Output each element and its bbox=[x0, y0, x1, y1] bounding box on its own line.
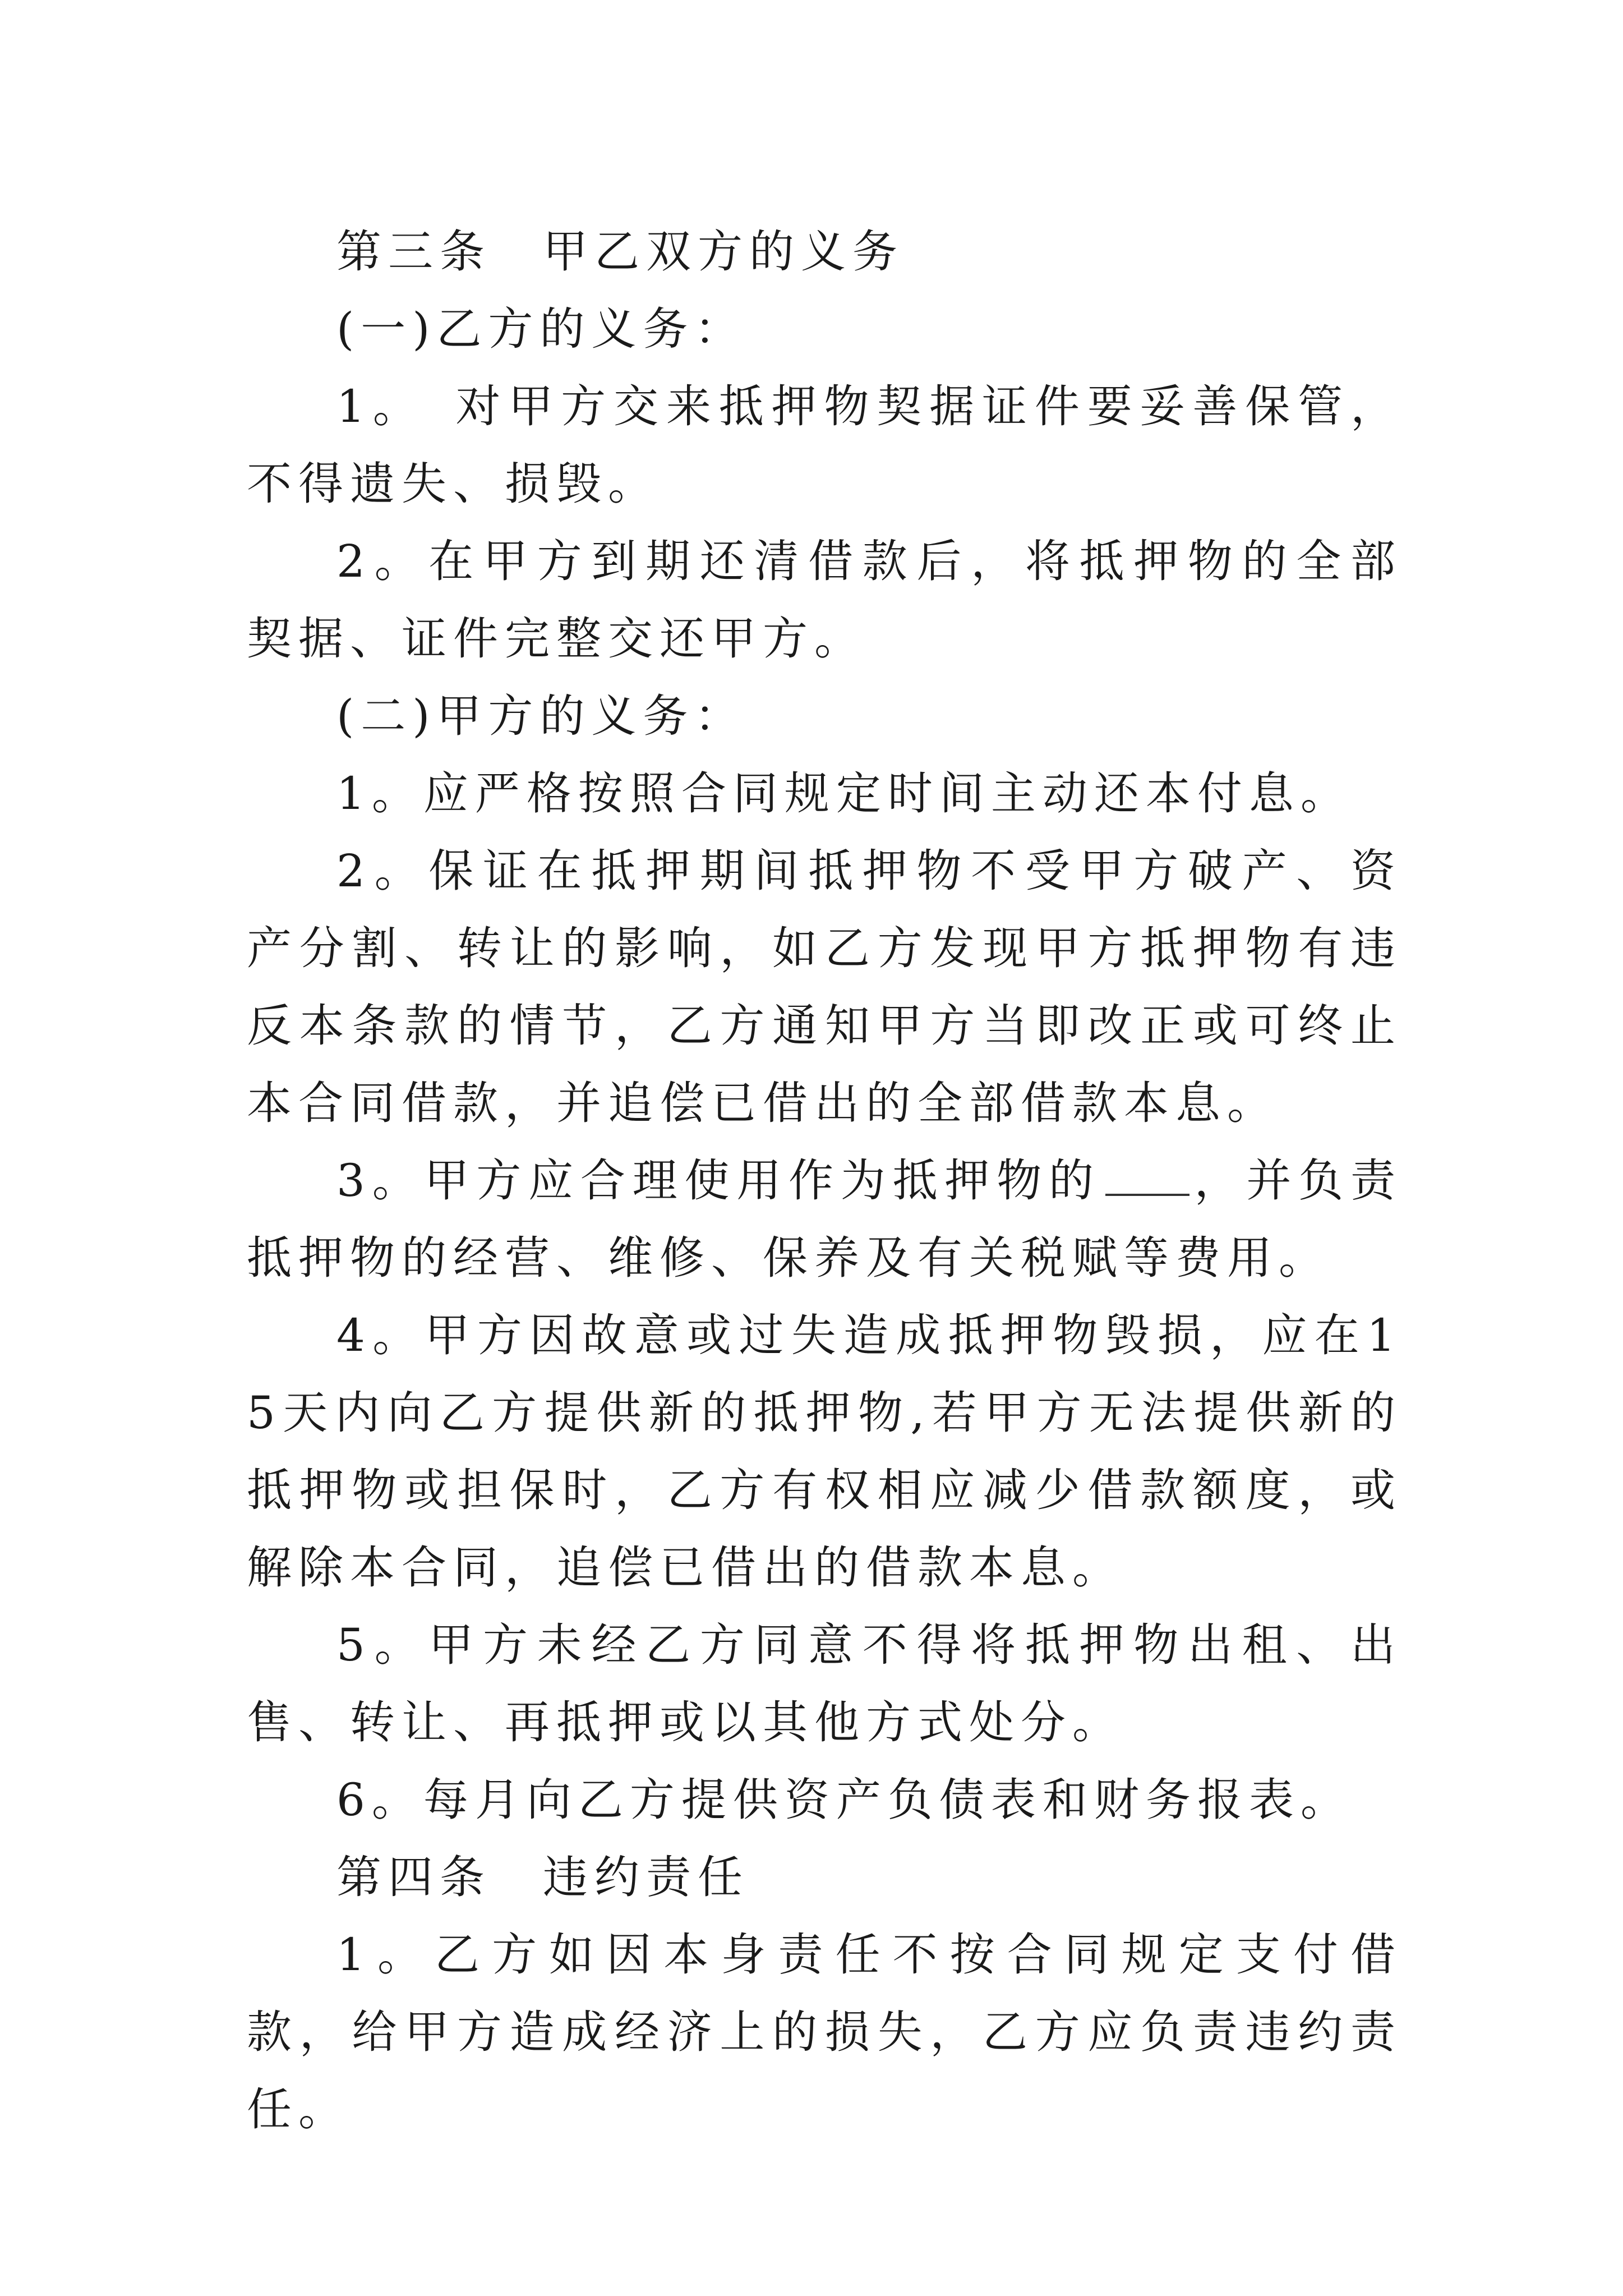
party-a-obligation-4: 4。甲方因故意或过失造成抵押物毁损，应在15天内向乙方提供新的抵押物,若甲方无法提供新的抵押物或担保时，乙方有权相应减少借款额度，或解除本合同，追偿已借出的借款本息。 bbox=[247, 1309, 1402, 1594]
party-a-obligation-3 bbox=[247, 1142, 1402, 1297]
article-4-heading: 第四条 违约责任 bbox=[336, 1851, 749, 1903]
liability-clause-1: 1。乙方如因本身责任不按合同规定支付借款，给甲方造成经济上的损失，乙方应负责违约责任。 bbox=[247, 1929, 1402, 2136]
obligation-3-text-after: ，并负责抵押物的经营、维修、保养及有关税赋等费用。 bbox=[247, 1154, 1403, 1284]
party-a-obligation-6: 6。每月向乙方提供资产负债表和财务报表。 bbox=[336, 1774, 1352, 1826]
document-body bbox=[247, 213, 1402, 2148]
party-a-obligations-heading: (二)甲方的义务： bbox=[336, 690, 746, 742]
party-b-obligation-2: 2。在甲方到期还清借款后，将抵押物的全部契据、证件完整交还甲方。 bbox=[247, 535, 1402, 665]
article-3-heading: 第三条 甲乙双方的义务 bbox=[336, 226, 904, 278]
party-b-obligations-heading: (一)乙方的义务： bbox=[336, 303, 746, 355]
obligation-3-text-before: 3。甲方应合理使用作为抵押物的 bbox=[336, 1154, 1101, 1207]
party-b-obligation-1: 1。 对甲方交来抵押物契据证件要妥善保管，不得遗失、损毁。 bbox=[247, 380, 1402, 510]
party-a-obligation-1: 1。应严格按照合同规定时间主动还本付息。 bbox=[336, 767, 1352, 820]
fill-in-blank bbox=[1105, 1160, 1189, 1196]
party-a-obligation-5: 5。甲方未经乙方同意不得将抵押物出租、出售、转让、再抵押或以其他方式处分。 bbox=[247, 1619, 1402, 1749]
party-a-obligation-2: 2。保证在抵押期间抵押物不受甲方破产、资产分割、转让的影响，如乙方发现甲方抵押物有违反本条款的情节，乙方通知甲方当即改正或可终止本合同借款，并追偿已借出的全部借款本息。 bbox=[247, 845, 1402, 1129]
